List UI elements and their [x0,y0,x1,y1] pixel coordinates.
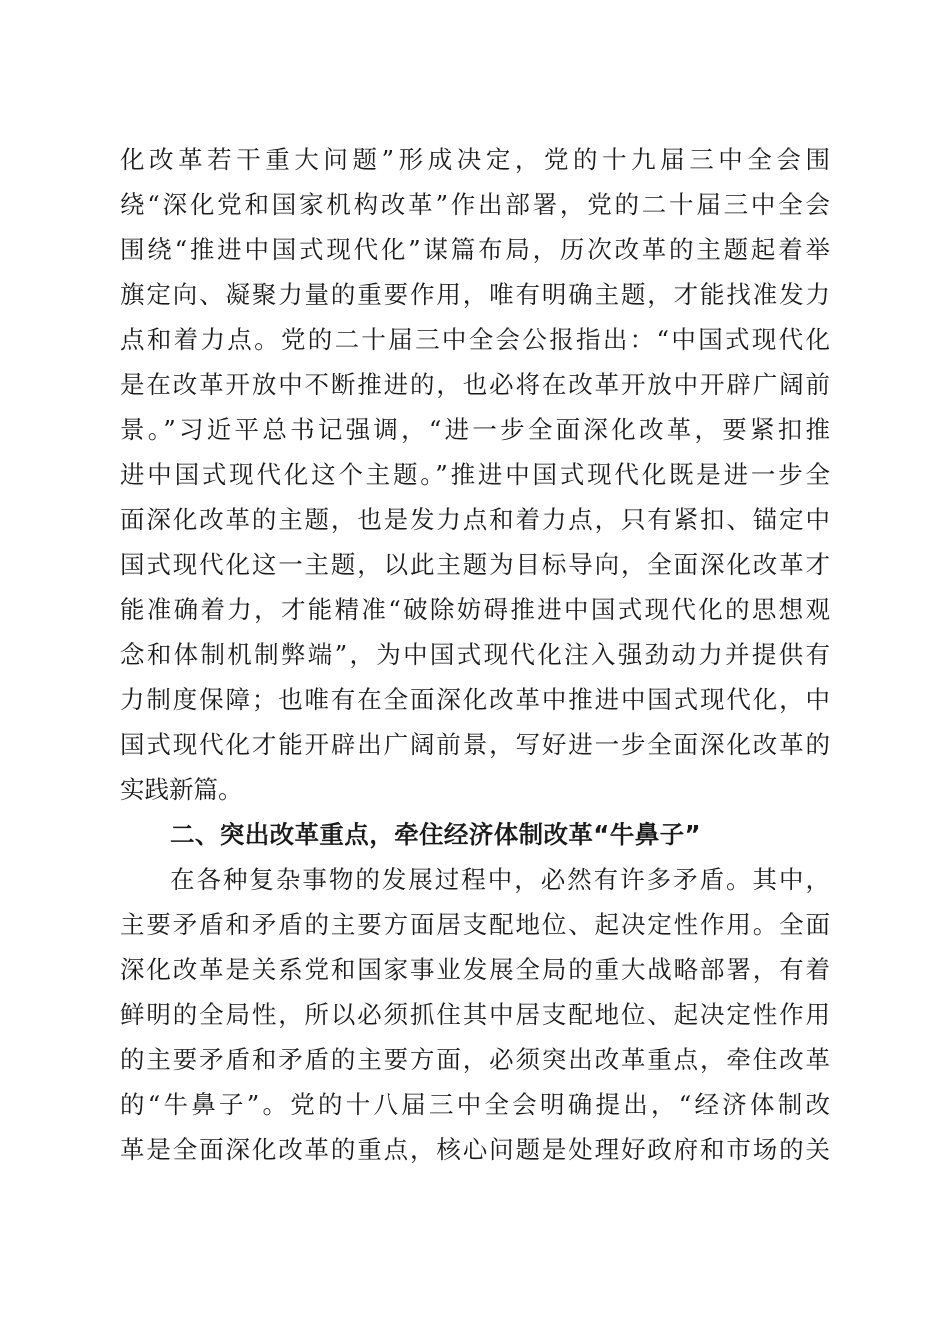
paragraph-line: 进中国式现代化这个主题。”推进中国式现代化既是进一步全 [120,460,830,489]
paragraph-line: 主要矛盾和矛盾的主要方面居支配地位、起决定性作用。全面 [120,910,830,939]
paragraph-line: 力制度保障；也唯有在全面深化改革中推进中国式现代化，中 [120,685,830,714]
paragraph-line: 念和体制机制弊端”，为中国式现代化注入强劲动力并提供有 [120,640,830,669]
paragraph-line: 面深化改革的主题，也是发力点和着力点，只有紧扣、锚定中 [120,505,830,534]
paragraph-line: 的主要矛盾和矛盾的主要方面，必须突出改革重点，牵住改革 [120,1045,830,1074]
paragraph-line: 绕“深化党和国家机构改革”作出部署，党的二十届三中全会 [120,190,830,219]
paragraph-line: 革是全面深化改革的重点，核心问题是处理好政府和市场的关 [120,1135,830,1164]
paragraph-line: 的“牛鼻子”。党的十八届三中全会明确提出，“经济体制改 [120,1090,830,1119]
paragraph-line: 在各种复杂事物的发展过程中，必然有许多矛盾。其中， [170,865,830,894]
paragraph-line: 国式现代化才能开辟出广阔前景，写好进一步全面深化改革的 [120,730,830,759]
paragraph-line: 深化改革是关系党和国家事业发展全局的重大战略部署，有着 [120,955,830,984]
paragraph-line: 景。”习近平总书记强调，“进一步全面深化改革，要紧扣推 [120,415,830,444]
paragraph-line: 国式现代化这一主题，以此主题为目标导向，全面深化改革才 [120,550,830,579]
paragraph-line: 旗定向、凝聚力量的重要作用，唯有明确主题，才能找准发力 [120,280,830,309]
paragraph-line: 实践新篇。 [120,775,243,804]
paragraph-line: 鲜明的全局性，所以必须抓住其中居支配地位、起决定性作用 [120,1000,830,1029]
paragraph-line: 围绕“推进中国式现代化”谋篇布局，历次改革的主题起着举 [120,235,830,264]
paragraph-line: 点和着力点。党的二十届三中全会公报指出：“中国式现代化 [120,325,830,354]
section-heading: 二、突出改革重点，牵住经济体制改革“牛鼻子” [170,820,702,849]
paragraph-line: 能准确着力，才能精准“破除妨碍推进中国式现代化的思想观 [120,595,830,624]
paragraph-line: 化改革若干重大问题”形成决定，党的十九届三中全会围 [120,145,830,174]
paragraph-line: 是在改革开放中不断推进的，也必将在改革开放中开辟广阔前 [120,370,830,399]
